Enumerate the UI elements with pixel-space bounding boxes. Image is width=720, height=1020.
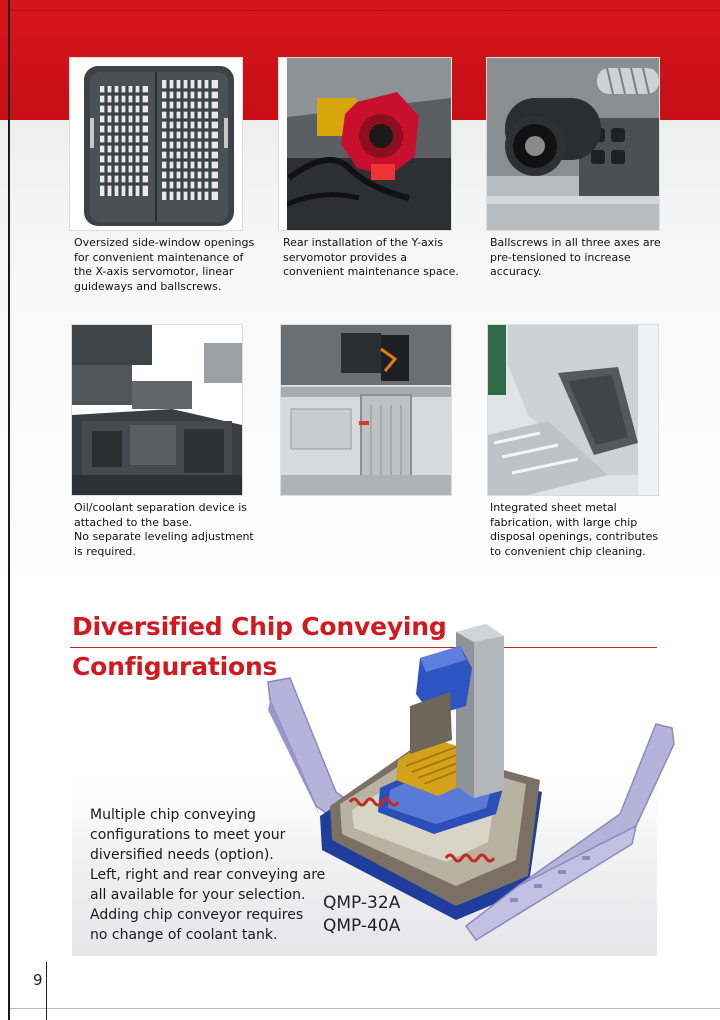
photo-side-window (70, 58, 242, 230)
caption-oil-separation: Oil/coolant separation device is attached to the base. No separate leveling adjustment is required. (74, 501, 254, 558)
photo-sheet-metal (488, 325, 658, 495)
model-name-40a: QMP-40A (323, 916, 401, 936)
conveyor-description: Multiple chip conveying configurations to meet your diversified needs (option). Left, right and rear conveying are all available for your selection. Adding chip conveyor requires no change of coolant tank. (90, 807, 326, 943)
photo-y-axis-servomotor (279, 58, 451, 230)
photo-ballscrew (487, 58, 659, 230)
page-frame-top (10, 10, 720, 11)
photo-oil-separation (72, 325, 242, 495)
caption-side-window: Oversized side-window openings for convenient maintenance of the X-axis servomotor, linear guideways and ballscrews. (74, 236, 255, 293)
caption-sheet-metal: Integrated sheet metal fabrication, with large chip disposal openings, contributes to convenient chip cleaning. (490, 501, 659, 558)
page-number-divider (46, 962, 47, 1020)
model-name-32a: QMP-32A (323, 893, 401, 913)
section-title-line1: Diversified Chip Conveying (72, 612, 447, 641)
page-frame-bottom (10, 1008, 720, 1009)
caption-ballscrew: Ballscrews in all three axes are pre-tensioned to increase accuracy. (490, 236, 661, 279)
caption-y-axis-servomotor: Rear installation of the Y-axis servomotor provides a convenient maintenance space. (283, 236, 459, 279)
page-number: 9 (33, 971, 43, 989)
page-frame-left (8, 0, 10, 1020)
section-title-line2: Configurations (72, 652, 278, 681)
photo-machine-interior (281, 325, 451, 495)
